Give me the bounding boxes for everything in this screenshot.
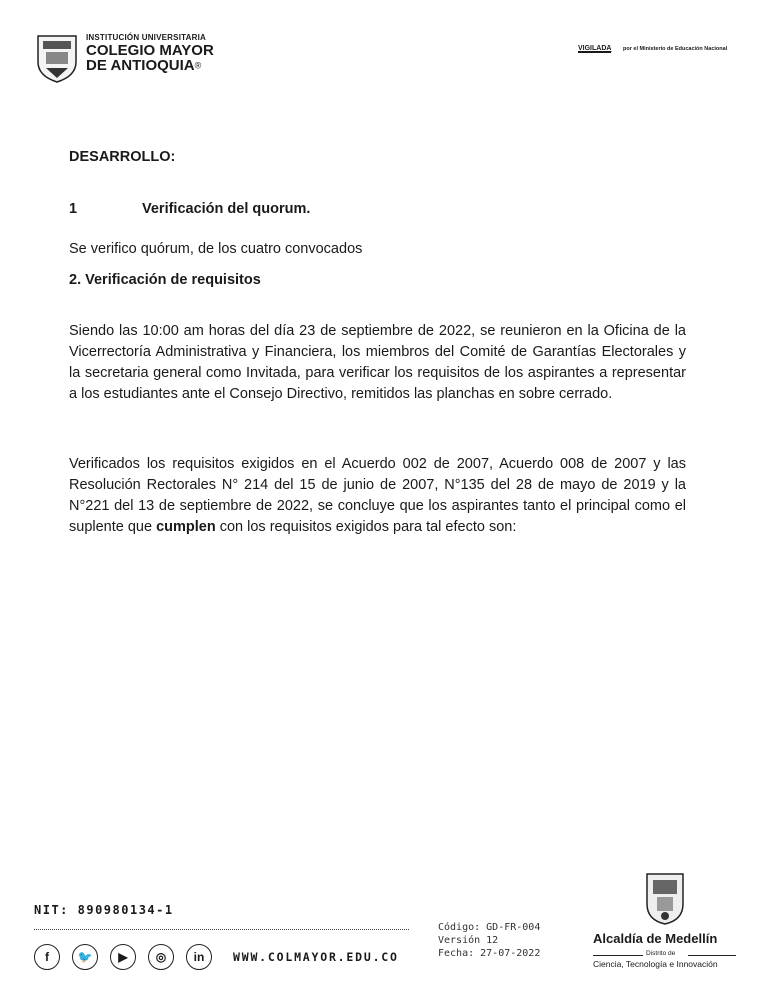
institution-type: INSTITUCIÓN UNIVERSITARIA <box>86 33 206 42</box>
vigilada-ministry: por el Ministerio de Educación Nacional <box>623 46 728 52</box>
website-link[interactable]: WWW.COLMAYOR.EDU.CO <box>233 950 399 964</box>
nit-number: NIT: 890980134-1 <box>34 903 174 917</box>
paragraph-requirements: Verificados los requisitos exigidos en el Acuerdo 002 de 2007, Acuerdo 008 de 2007 y las Resolución Rectorales N° 214 del 15 de junio de 2007, N°135 del 28 de mayo de 2019 y la N°221 del 13 de septiembre de 2022, se concluye que los aspirantes tanto el principal como el suplente que cumplen con los requisitos exigidos para tal efecto son: <box>69 456 686 535</box>
distrito-description: Ciencia, Tecnología e Innovación <box>593 959 718 969</box>
vigilada-label: VIGILADA <box>578 45 612 52</box>
crest-icon <box>34 32 80 84</box>
facebook-icon[interactable]: f <box>34 944 60 970</box>
cumplen-emphasis: cumplen <box>156 519 216 535</box>
twitter-icon[interactable]: 🐦 <box>72 944 98 970</box>
alcaldia-name: Alcaldía de Medellín <box>593 931 718 946</box>
distrito-rule-left <box>593 955 643 956</box>
institution-name-line2: DE ANTIOQUIA® <box>86 57 202 74</box>
item1-number: 1 <box>69 201 78 217</box>
registered-mark: ® <box>194 60 202 71</box>
item2-title: 2. Verificación de requisitos <box>69 272 261 288</box>
instagram-icon[interactable]: ◎ <box>148 944 174 970</box>
distrito-label: Distrito de <box>646 950 676 957</box>
alcaldia-crest-icon <box>643 870 687 926</box>
distrito-rule-right <box>688 955 736 956</box>
item1-text: Se verifico quórum, de los cuatro convocados <box>69 241 363 257</box>
institution-name-line1: COLEGIO MAYOR <box>86 42 214 59</box>
footer-divider <box>34 929 409 930</box>
item1-title: Verificación del quorum. <box>142 201 311 217</box>
document-version: Versión 12 <box>438 935 499 946</box>
paragraph-meeting: Siendo las 10:00 am horas del día 23 de septiembre de 2022, se reunieron en la Oficina de la Vicerrectoría Administrativa y Financiera, los miembros del Comité de Garantías Electorales y la secretaria general como Invitada, para verificar los requisitos de los aspirantes a representar a los estudiantes ante el Consejo Directivo, remitidos las planchas en sobre cerrado. <box>69 323 686 402</box>
section-title: DESARROLLO: <box>69 149 176 165</box>
linkedin-icon[interactable]: in <box>186 944 212 970</box>
document-date: Fecha: 27-07-2022 <box>438 948 541 959</box>
document-code: Código: GD-FR-004 <box>438 922 541 933</box>
youtube-icon[interactable]: ▶ <box>110 944 136 970</box>
